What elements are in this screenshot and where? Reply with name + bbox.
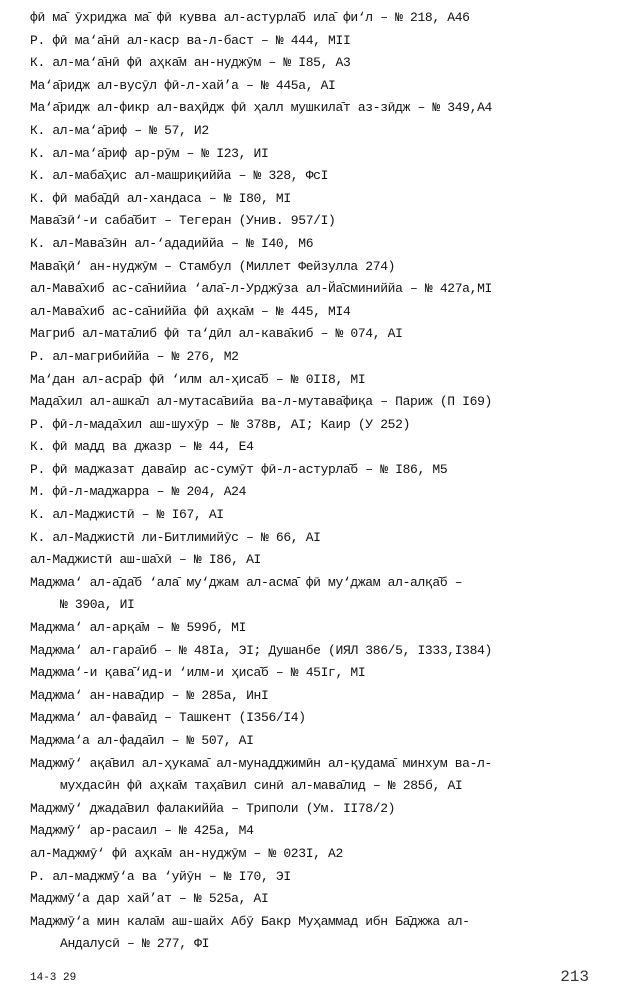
index-entry: [30, 75, 610, 98]
index-entry: [30, 459, 610, 482]
index-entry: [30, 640, 610, 663]
index-entry: [30, 820, 610, 843]
index-entry: [30, 843, 610, 866]
entry-text: ал-Мава̄хиб ас-са̄нийиа ‘ала̄-л-Урджӯза ал-Йа̄сминиййа – № 427а,МI: [30, 281, 492, 297]
index-entry: [30, 617, 610, 640]
index-entry: [30, 346, 610, 369]
index-entry: [30, 188, 610, 211]
index-entry: [30, 165, 610, 188]
entry-text: Ма‘дан ал-асра̄р фӣ ‘илм ал-ҳиса̄б – № 0II8, МI: [30, 371, 366, 387]
entry-text: К. ал-маба̄ҳис ал-машриқиййа – № 328, ФсI: [30, 168, 329, 184]
entry-text: Маджмӯ‘а мин кала̄м аш-шайх Абӯ Бакр Муҳаммад ибн Ба̄джжа ал-: [30, 913, 470, 929]
entry-text: К. ал-Маджистӣ ли-Битлимийӯс – № 66, АI: [30, 529, 321, 545]
entry-text: Маджма‘-и қава̄‘ид-и ‘илм-и ҳиса̄б – № 45Iг, МI: [30, 665, 366, 681]
index-entry: [30, 391, 610, 414]
index-entry: [30, 888, 610, 911]
index-entry: [30, 414, 610, 437]
entry-text: Ма‘а̄ридж ал-вусӯл фӣ-л-хай’а – № 445а, АI: [30, 77, 336, 93]
entry-text: ал-Маджистӣ аш-ша̄хӣ – № I86, АI: [30, 552, 261, 568]
entry-text: К. ал-ма‘а̄риф ар-рӯм – № I23, ИI: [30, 145, 269, 161]
entry-text: Маджма‘ ал-фава̄ид – Ташкент (I356/I4): [30, 710, 306, 726]
entry-list: [30, 7, 610, 956]
index-entry: [30, 481, 610, 504]
index-entry: [30, 120, 610, 143]
entry-text: ал-Мава̄хиб ас-са̄ниййа фӣ аҳка̄м – № 445, МI4: [30, 303, 351, 319]
entry-text: Мава̄қӣ‘ ан-нуджӯм – Стамбул (Миллет Фейзулла 274): [30, 258, 396, 274]
entry-text: Мава̄зӣ‘-и саба̄бит – Тегеран (Унив. 957/I): [30, 213, 336, 229]
entry-text: Ма‘а̄ридж ал-фикр ал-ваҳӣдж фӣ ҳалл мушкила̄т аз-зӣдж – № 349,А4: [30, 100, 492, 116]
index-entry: [30, 436, 610, 459]
entry-text: Маджмӯ‘ джада̄вил фалакиййа – Триполи (Ум. II78/2): [30, 800, 396, 816]
index-entry: [30, 662, 610, 685]
index-entry: [30, 97, 610, 120]
entry-text: Мада̄хил ал-ашка̄л ал-мутаса̄вийа ва-л-мутава̄фиқа – Париж (П I69): [30, 394, 492, 410]
index-entry: [30, 549, 610, 572]
index-entry: [30, 30, 610, 53]
entry-text: К. фӣ мадд ва джазр – № 44, Е4: [30, 439, 254, 455]
entry-text: К. ал-ма‘а̄нӣ фӣ аҳка̄м ан-нуджӯм – № I85, А3: [30, 55, 351, 71]
entry-text: Маджма‘ ал-а̄да̄б ‘ала̄ му‘джам ал-асма̄ фӣ му‘джам ал-алқа̄б –: [30, 574, 463, 590]
index-entry: [30, 210, 610, 233]
index-entry: [30, 707, 610, 730]
entry-text: фӣ ма̄ ӯхриджа ма̄ фӣ кувва ал-астурла̄б ила̄ фи‘л – № 218, А46: [30, 10, 470, 25]
page-number: 213: [560, 968, 589, 986]
entry-text: Р. ал-маджмӯ‘а ва ‘уйӯн – № I70, ЭI: [30, 868, 291, 884]
index-entry: [30, 278, 610, 301]
entry-text: К. фӣ маба̄дӣ ал-хандаса – № I80, МI: [30, 190, 291, 206]
index-entry: [30, 911, 610, 956]
index-entry: [30, 256, 610, 279]
entry-continuation: Андалусӣ – № 277, ФI: [60, 936, 210, 952]
index-entry: [30, 866, 610, 889]
index-entry: [30, 233, 610, 256]
index-entry: [30, 527, 610, 550]
entry-text: Маджма‘ ал-арқа̄м – № 599б, МI: [30, 620, 247, 636]
entry-text: К. ал-Маджистӣ – № I67, АI: [30, 507, 224, 523]
entry-text: Р. фӣ маджазат дава̄ир ас-сумӯт фӣ-л-астурла̄б – № I86, М5: [30, 461, 448, 477]
entry-text: Маджма‘а ал-фада̄ил – № 507, АI: [30, 733, 254, 748]
entry-text: Маджмӯ‘ ақа̄вил ал-ҳукама̄ ал-мунадджимӣн ал-қудама̄ минхум ва-л-: [30, 755, 492, 771]
entry-continuation: № 390а, ИI: [60, 597, 135, 613]
entry-text: Р. фӣ ма‘а̄нӣ ал-каср ва-л-баст – № 444, МII: [30, 32, 351, 48]
entry-continuation: мухдасӣн фӣ аҳка̄м таҳа̄вил синӣ ал-мава̄лид – № 285б, АI: [60, 778, 463, 794]
entry-text: К. ал-ма‘а̄риф – № 57, И2: [30, 122, 209, 138]
index-entry: [30, 143, 610, 166]
index-entry: [30, 504, 610, 527]
entry-text: Маджмӯ‘ ар-расаил – № 425а, М4: [30, 823, 254, 839]
entry-text: К. ал-Мава̄зӣн ал-‘ададиййа – № I40, М6: [30, 235, 314, 251]
index-entry: [30, 52, 610, 75]
entry-text: Маджма‘ ан-нава̄дир – № 285а, ИнI: [30, 687, 269, 703]
index-entry: [30, 685, 610, 708]
index-entry: [30, 7, 610, 30]
index-entry: [30, 369, 610, 392]
footer-code: 14-3 29: [30, 972, 77, 984]
index-entry: [30, 301, 610, 324]
entry-text: Маджма‘ ал-гара̄иб – № 48Iа, ЭI; Душанбе (ИЯЛ 386/5, I333,I384): [30, 642, 492, 658]
entry-text: Р. фӣ-л-мада̄хил аш-шухӯр – № 378в, АI; Каир (У 252): [30, 416, 411, 432]
index-entry: [30, 730, 610, 753]
entry-text: Магриб ал-мата̄либ фӣ та‘дӣл ал-кава̄киб – № 074, АI: [30, 326, 403, 342]
entry-text: Р. ал-магрибиййа – № 276, М2: [30, 348, 239, 364]
index-entry: [30, 753, 610, 798]
entry-text: Маджмӯ‘а дар хай’ат – № 525а, АI: [30, 891, 269, 907]
entry-text: ал-Маджмӯ‘ фӣ аҳка̄м ан-нуджӯм – № 023I, А2: [30, 845, 343, 861]
index-entry: [30, 572, 610, 617]
index-entry: [30, 798, 610, 821]
entry-text: М. фӣ-л-маджарра – № 204, А24: [30, 484, 247, 500]
index-entry: [30, 323, 610, 346]
